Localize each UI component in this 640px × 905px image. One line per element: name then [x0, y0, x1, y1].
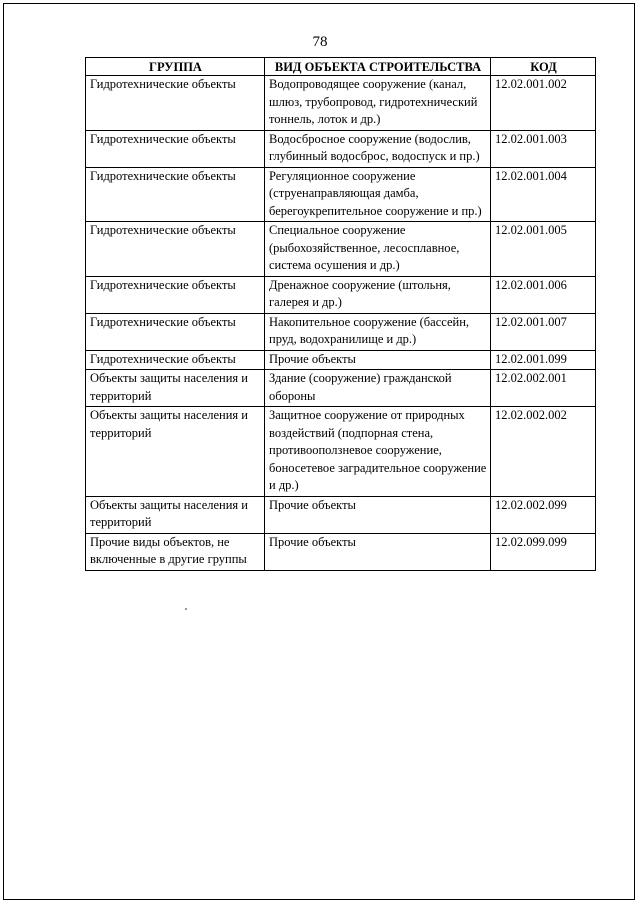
table-row: [86, 167, 596, 222]
cell-type: Регуляционное сооружение (струенаправляющая дамба, берегоукрепительное сооружение и пр.): [265, 167, 491, 222]
cell-code: 12.02.001.003: [491, 130, 596, 167]
scan-speck: [185, 608, 187, 610]
table-row: [86, 496, 596, 533]
header-type: ВИД ОБЪЕКТА СТРОИТЕЛЬСТВА: [265, 58, 491, 76]
table-row: [86, 222, 596, 277]
header-group: ГРУППА: [86, 58, 265, 76]
cell-code: 12.02.002.001: [491, 370, 596, 407]
cell-group: Прочие виды объектов, не включенные в другие группы: [86, 533, 265, 570]
table-row: [86, 130, 596, 167]
cell-group: Гидротехнические объекты: [86, 167, 265, 222]
cell-code: 12.02.001.005: [491, 222, 596, 277]
cell-type: Накопительное сооружение (бассейн, пруд, водохранилище и др.): [265, 313, 491, 350]
cell-code: 12.02.001.002: [491, 76, 596, 131]
cell-group: Гидротехнические объекты: [86, 76, 265, 131]
table-row: [86, 370, 596, 407]
cell-code: 12.02.002.099: [491, 496, 596, 533]
cell-type: Специальное сооружение (рыбохозяйственное, лесосплавное, система осушения и др.): [265, 222, 491, 277]
cell-type: Прочие объекты: [265, 350, 491, 370]
table-row: [86, 276, 596, 313]
cell-type: Защитное сооружение от природных воздействий (подпорная стена, противооползневое сооружение, боносетевое заградительное сооружение и др.): [265, 407, 491, 497]
table-row: [86, 533, 596, 570]
cell-type: Прочие объекты: [265, 496, 491, 533]
cell-code: 12.02.001.099: [491, 350, 596, 370]
table-row: [86, 76, 596, 131]
cell-type: Водосбросное сооружение (водослив, глубинный водосброс, водоспуск и пр.): [265, 130, 491, 167]
cell-type: Водопроводящее сооружение (канал, шлюз, трубопровод, гидротехнический тоннель, лоток и др.): [265, 76, 491, 131]
cell-code: 12.02.002.002: [491, 407, 596, 497]
header-code: КОД: [491, 58, 596, 76]
cell-group: Объекты защиты населения и территорий: [86, 496, 265, 533]
cell-group: Гидротехнические объекты: [86, 313, 265, 350]
cell-type: Дренажное сооружение (штольня, галерея и др.): [265, 276, 491, 313]
cell-code: 12.02.001.006: [491, 276, 596, 313]
cell-group: Гидротехнические объекты: [86, 350, 265, 370]
cell-code: 12.02.001.004: [491, 167, 596, 222]
cell-group: Гидротехнические объекты: [86, 222, 265, 277]
cell-type: Прочие объекты: [265, 533, 491, 570]
table-row: [86, 407, 596, 497]
cell-group: Гидротехнические объекты: [86, 130, 265, 167]
construction-types-table: [85, 57, 596, 571]
cell-code: 12.02.001.007: [491, 313, 596, 350]
table-header-row: [86, 58, 596, 76]
page-number: 78: [312, 34, 328, 50]
table-row: [86, 313, 596, 350]
cell-group: Гидротехнические объекты: [86, 276, 265, 313]
cell-group: Объекты защиты населения и территорий: [86, 370, 265, 407]
cell-code: 12.02.099.099: [491, 533, 596, 570]
cell-group: Объекты защиты населения и территорий: [86, 407, 265, 497]
table-row: [86, 350, 596, 370]
cell-type: Здание (сооружение) гражданской обороны: [265, 370, 491, 407]
